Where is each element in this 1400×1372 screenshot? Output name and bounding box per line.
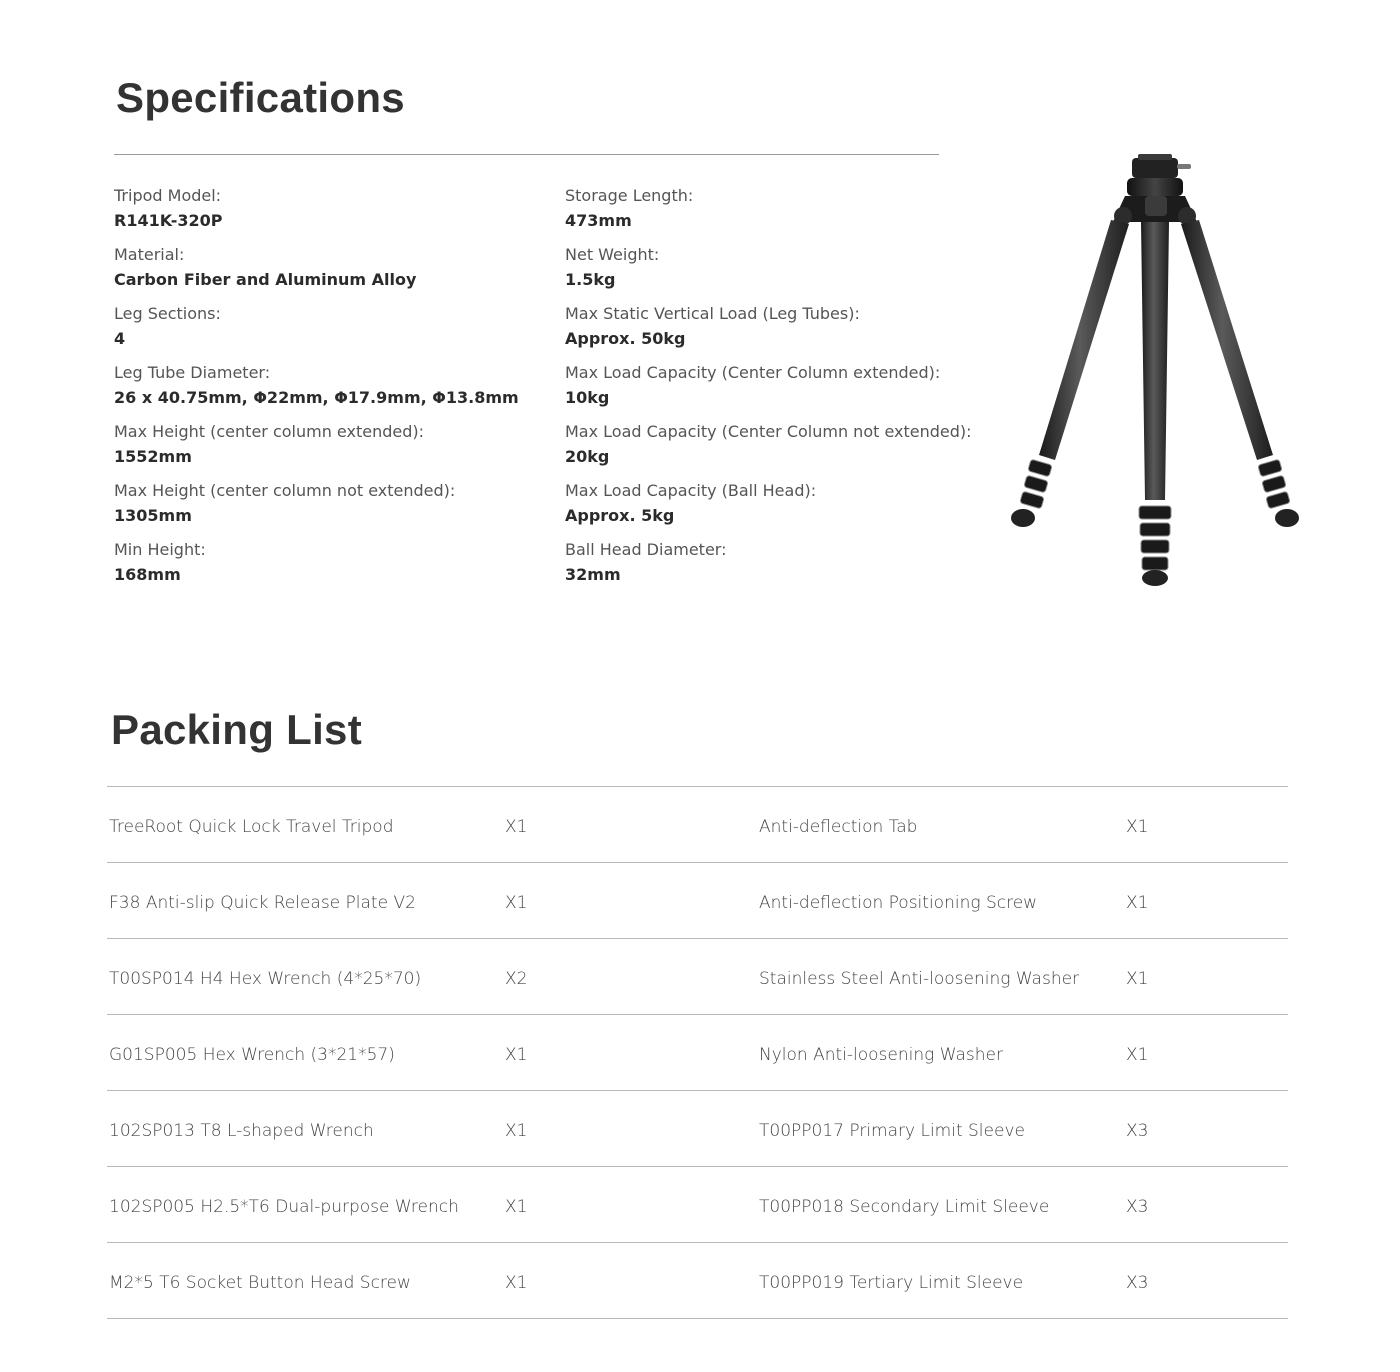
spec-label: Max Load Capacity (Center Column not extended): xyxy=(565,422,972,441)
table-row xyxy=(107,939,1288,1015)
table-row xyxy=(107,1091,1288,1167)
item-quantity: X3 xyxy=(1126,1121,1149,1141)
item-quantity: X1 xyxy=(505,1121,528,1141)
spec-label: Max Static Vertical Load (Leg Tubes): xyxy=(565,304,860,323)
table-row xyxy=(107,1167,1288,1243)
spec-value: Approx. 5kg xyxy=(565,506,675,525)
spec-value: 10kg xyxy=(565,388,610,407)
spec-item-max-height-not-extended xyxy=(114,479,554,538)
spec-item-max-load-ball-head xyxy=(565,479,985,538)
spec-item-ball-head-diameter xyxy=(565,538,985,597)
spec-value: 26 x 40.75mm, Φ22mm, Φ17.9mm, Φ13.8mm xyxy=(114,388,519,407)
spec-label: Tripod Model: xyxy=(114,186,222,205)
spec-value: 1552mm xyxy=(114,447,192,466)
spec-label: Leg Tube Diameter: xyxy=(114,363,271,382)
spec-value: Carbon Fiber and Aluminum Alloy xyxy=(114,270,417,289)
spec-value: 1.5kg xyxy=(565,270,616,289)
spec-value: R141K-320P xyxy=(114,211,223,230)
spec-item-max-load-not-extended xyxy=(565,420,985,479)
item-quantity: X1 xyxy=(1126,893,1149,913)
item-quantity: X3 xyxy=(1126,1197,1149,1217)
spec-item-max-height-extended xyxy=(114,420,554,479)
item-name: Anti-deflection Positioning Screw xyxy=(759,893,1038,913)
item-quantity: X1 xyxy=(505,1197,528,1217)
specifications-divider xyxy=(114,154,939,155)
table-row xyxy=(107,1243,1288,1319)
item-name: T00PP017 Primary Limit Sleeve xyxy=(759,1121,1025,1141)
item-quantity: X1 xyxy=(1126,1045,1149,1065)
item-name: Stainless Steel Anti-loosening Washer xyxy=(759,969,1080,989)
tripod-product-image xyxy=(995,150,1315,590)
item-quantity: X1 xyxy=(505,1273,528,1293)
spec-column-left xyxy=(114,184,554,597)
spec-item-material xyxy=(114,243,554,302)
spec-item-leg-sections xyxy=(114,302,554,361)
spec-value: 168mm xyxy=(114,565,181,584)
spec-item-max-static-load xyxy=(565,302,985,361)
item-name: T00SP014 H4 Hex Wrench (4*25*70) xyxy=(109,969,422,989)
item-name: Nylon Anti-loosening Washer xyxy=(759,1045,1003,1065)
spec-label: Min Height: xyxy=(114,540,206,559)
spec-value: 32mm xyxy=(565,565,621,584)
item-name: Anti-deflection Tab xyxy=(759,817,918,837)
item-name: T00PP019 Tertiary Limit Sleeve xyxy=(759,1273,1024,1293)
item-quantity: X1 xyxy=(505,893,528,913)
packing-list-title: Packing List xyxy=(111,706,363,753)
spec-label: Max Load Capacity (Ball Head): xyxy=(565,481,817,500)
specifications-title: Specifications xyxy=(116,74,405,121)
spec-item-storage-length xyxy=(565,184,985,243)
item-quantity: X1 xyxy=(505,817,528,837)
item-name: 102SP005 H2.5*T6 Dual-purpose Wrench xyxy=(109,1197,459,1217)
spec-value: 473mm xyxy=(565,211,632,230)
spec-label: Ball Head Diameter: xyxy=(565,540,727,559)
spec-item-max-load-extended xyxy=(565,361,985,420)
item-quantity: X1 xyxy=(1126,817,1149,837)
spec-item-min-height xyxy=(114,538,554,597)
spec-item-net-weight xyxy=(565,243,985,302)
spec-value: 4 xyxy=(114,329,126,348)
spec-value: 1305mm xyxy=(114,506,192,525)
spec-label: Max Height (center column not extended): xyxy=(114,481,456,500)
item-quantity: X3 xyxy=(1126,1273,1149,1293)
item-quantity: X2 xyxy=(505,969,528,989)
table-row xyxy=(107,1015,1288,1091)
spec-label: Material: xyxy=(114,245,185,264)
spec-item-leg-tube-diameter xyxy=(114,361,554,420)
packing-list-table xyxy=(107,786,1288,1319)
spec-label: Leg Sections: xyxy=(114,304,221,323)
spec-value: Approx. 50kg xyxy=(565,329,686,348)
spec-label: Max Height (center column extended): xyxy=(114,422,425,441)
item-quantity: X1 xyxy=(1126,969,1149,989)
item-quantity: X1 xyxy=(505,1045,528,1065)
item-name: M2*5 T6 Socket Button Head Screw xyxy=(109,1273,411,1293)
item-name: TreeRoot Quick Lock Travel Tripod xyxy=(109,817,394,837)
table-row xyxy=(107,787,1288,863)
spec-label: Net Weight: xyxy=(565,245,660,264)
spec-item-tripod-model xyxy=(114,184,554,243)
table-row xyxy=(107,863,1288,939)
spec-column-right xyxy=(565,184,985,597)
spec-value: 20kg xyxy=(565,447,610,466)
spec-label: Storage Length: xyxy=(565,186,694,205)
spec-label: Max Load Capacity (Center Column extended): xyxy=(565,363,941,382)
item-name: T00PP018 Secondary Limit Sleeve xyxy=(759,1197,1050,1217)
item-name: G01SP005 Hex Wrench (3*21*57) xyxy=(109,1045,395,1065)
item-name: F38 Anti-slip Quick Release Plate V2 xyxy=(109,893,416,913)
item-name: 102SP013 T8 L-shaped Wrench xyxy=(109,1121,374,1141)
